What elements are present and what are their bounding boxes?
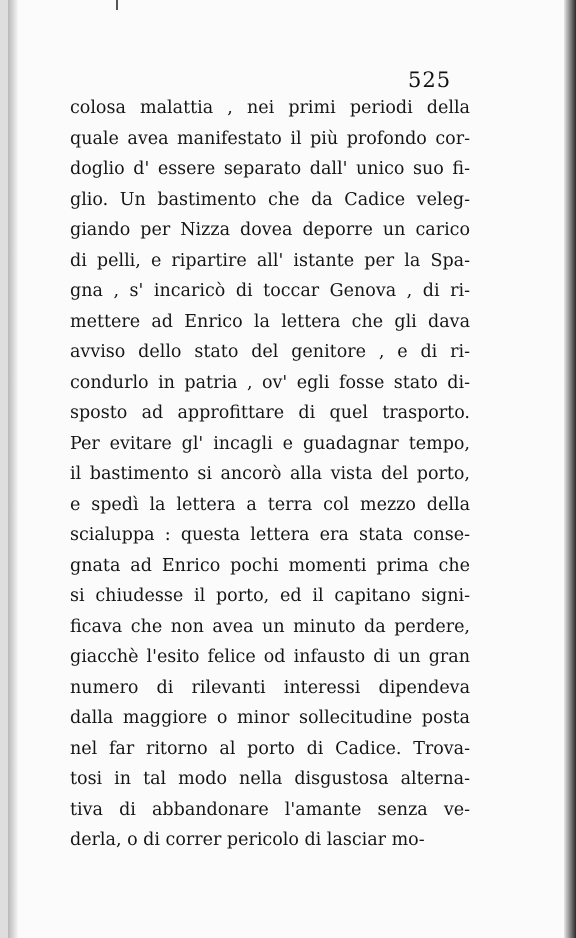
text-line: ficava che non avea un minuto da perdere, bbox=[70, 616, 470, 637]
text-line: giacchè l'esito felice od infausto di un gran bbox=[70, 647, 470, 667]
text-line: gna , s' incaricò di toccar Genova , di ri- bbox=[70, 281, 470, 301]
text-line: numero di rilevanti interessi dipendeva bbox=[70, 677, 470, 698]
text-line: di pelli, e ripartire all' istante per la Spa- bbox=[70, 250, 470, 271]
text-line: sposto ad approfittare di quel trasporto. bbox=[70, 403, 470, 423]
text-line: derla, o di correr pericolo di lasciar mo- bbox=[70, 830, 425, 850]
text-line: tosi in tal modo nella disgustosa alterna- bbox=[70, 769, 470, 789]
text-line: Per evitare gl' incagli e guadagnar tempo, bbox=[70, 433, 470, 454]
binding-shadow bbox=[8, 0, 18, 938]
page-mark bbox=[116, 0, 118, 10]
text-line: mettere ad Enrico la lettera che gli dava bbox=[70, 311, 470, 332]
text-line: colosa malattia , nei primi periodi della bbox=[70, 98, 470, 118]
text-line: avviso dello stato del genitore , e di ri- bbox=[70, 342, 470, 362]
text-line: scialuppa : questa lettera era stata conse- bbox=[70, 525, 470, 545]
page-edge bbox=[564, 0, 576, 938]
text-line: glio. Un bastimento che da Cadice veleg- bbox=[70, 189, 470, 210]
text-line: condurlo in patria , ov' egli fosse stato di- bbox=[70, 372, 470, 393]
text-line: dalla maggiore o minor sollecitudine posta bbox=[70, 708, 470, 728]
text-line: nel far ritorno al porto di Cadice. Trova- bbox=[70, 738, 470, 759]
text-line: doglio d' essere separato dall' unico suo fi- bbox=[70, 159, 470, 179]
text-line: gnata ad Enrico pochi momenti prima che bbox=[70, 555, 470, 576]
body-text bbox=[70, 93, 470, 856]
text-line: il bastimento si ancorò alla vista del porto, bbox=[70, 464, 470, 484]
text-line: e spedì la lettera a terra col mezzo della bbox=[70, 494, 470, 515]
page-number: 525 bbox=[408, 68, 452, 92]
text-line: tiva di abbandonare l'amante senza ve- bbox=[70, 799, 470, 820]
text-line: si chiudesse il porto, ed il capitano signi- bbox=[70, 586, 470, 606]
text-line: quale avea manifestato il più profondo cor- bbox=[70, 128, 470, 149]
text-line: giando per Nizza dovea deporre un carico bbox=[70, 220, 470, 240]
